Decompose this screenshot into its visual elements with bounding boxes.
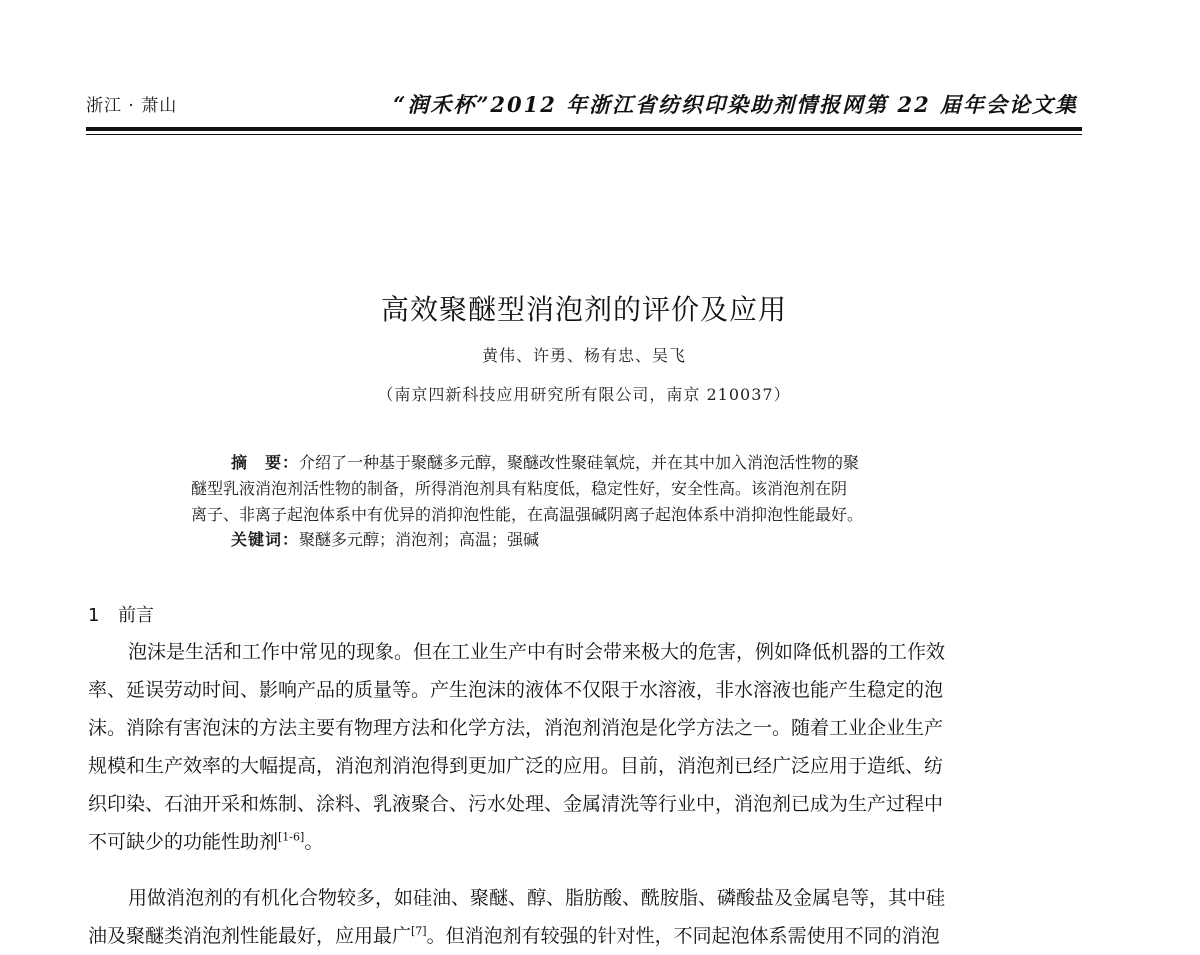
paragraph-text: 油及聚醚类消泡剂性能最好，应用最广 <box>88 925 412 947</box>
paper-authors: 黄伟、许勇、杨有忠、吴飞 <box>481 346 686 365</box>
paragraph-line: 用做消泡剂的有机化合物较多，如硅油、聚醚、醇、脂肪酸、酰胺脂、磷酸盐及金属皂等，其中硅 <box>128 887 946 909</box>
header-rule-thick <box>86 127 1082 131</box>
citation-ref: [1-6] <box>278 830 305 844</box>
paragraph-line: 织印染、石油开采和炼制、涂料、乳液聚合、污水处理、金属清洗等行业中，消泡剂已成为生产过程中 <box>88 793 944 815</box>
abstract-line: 醚型乳液消泡剂活性物的制备，所得消泡剂具有粘度低，稳定性好，安全性高。该消泡剂在阴 <box>191 479 848 498</box>
paragraph-line: 泡沫是生活和工作中常见的现象。但在工业生产中有时会带来极大的危害，例如降低机器的工作效 <box>128 641 946 663</box>
header-location: 浙江 · 萧山 <box>86 96 178 116</box>
paragraph-line: 沫。消除有害泡沫的方法主要有物理方法和化学方法，消泡剂消泡是化学方法之一。随着工业企业生产 <box>88 717 944 739</box>
paragraph-line <box>88 917 1076 955</box>
abstract <box>191 450 981 528</box>
paper-title: 高效聚醚型消泡剂的评价及应用 <box>380 293 787 326</box>
citation-ref: [7] <box>411 924 427 938</box>
header-proceedings-title: “润禾杯”2012 年浙江省纺织印染助剂情报网第 22 届年会论文集 <box>393 92 1078 117</box>
section-title: 前言 <box>118 605 154 626</box>
abstract-line: 离子、非离子起泡体系中有优异的消抑泡性能，在高温强碱阴离子起泡体系中消抑泡性能最好。 <box>191 505 864 524</box>
keywords <box>231 527 539 553</box>
section-number: 1 <box>88 605 100 626</box>
abstract-label: 摘 要： <box>231 453 300 472</box>
abstract-line <box>191 450 981 476</box>
paragraph <box>88 879 1076 955</box>
paragraph-text: 。但消泡剂有较强的针对性，不同起泡体系需使用不同的消泡 <box>426 925 940 947</box>
paragraph <box>88 633 1076 861</box>
abstract-text: 介绍了一种基于聚醚多元醇，聚醚改性聚硅氧烷，并在其中加入消泡活性物的聚 <box>299 453 860 472</box>
header-rule-thin <box>86 134 1082 135</box>
section-heading <box>88 604 154 628</box>
paragraph-text: 不可缺少的功能性助剂 <box>88 831 279 853</box>
keywords-label: 关键词： <box>231 530 300 549</box>
keywords-text: 聚醚多元醇；消泡剂；高温；强碱 <box>299 530 540 549</box>
paragraph-text: 。 <box>304 831 324 853</box>
paragraph-line: 率、延误劳动时间、影响产品的质量等。产生泡沫的液体不仅限于水溶液，非水溶液也能产生稳定的泡 <box>88 679 944 701</box>
paragraph-line <box>88 823 1076 861</box>
paper-affiliation: （南京四新科技应用研究所有限公司，南京 210037） <box>377 385 791 404</box>
paragraph-line: 规模和生产效率的大幅提高，消泡剂消泡得到更加广泛的应用。目前，消泡剂已经广泛应用于造纸、纺 <box>88 755 944 777</box>
